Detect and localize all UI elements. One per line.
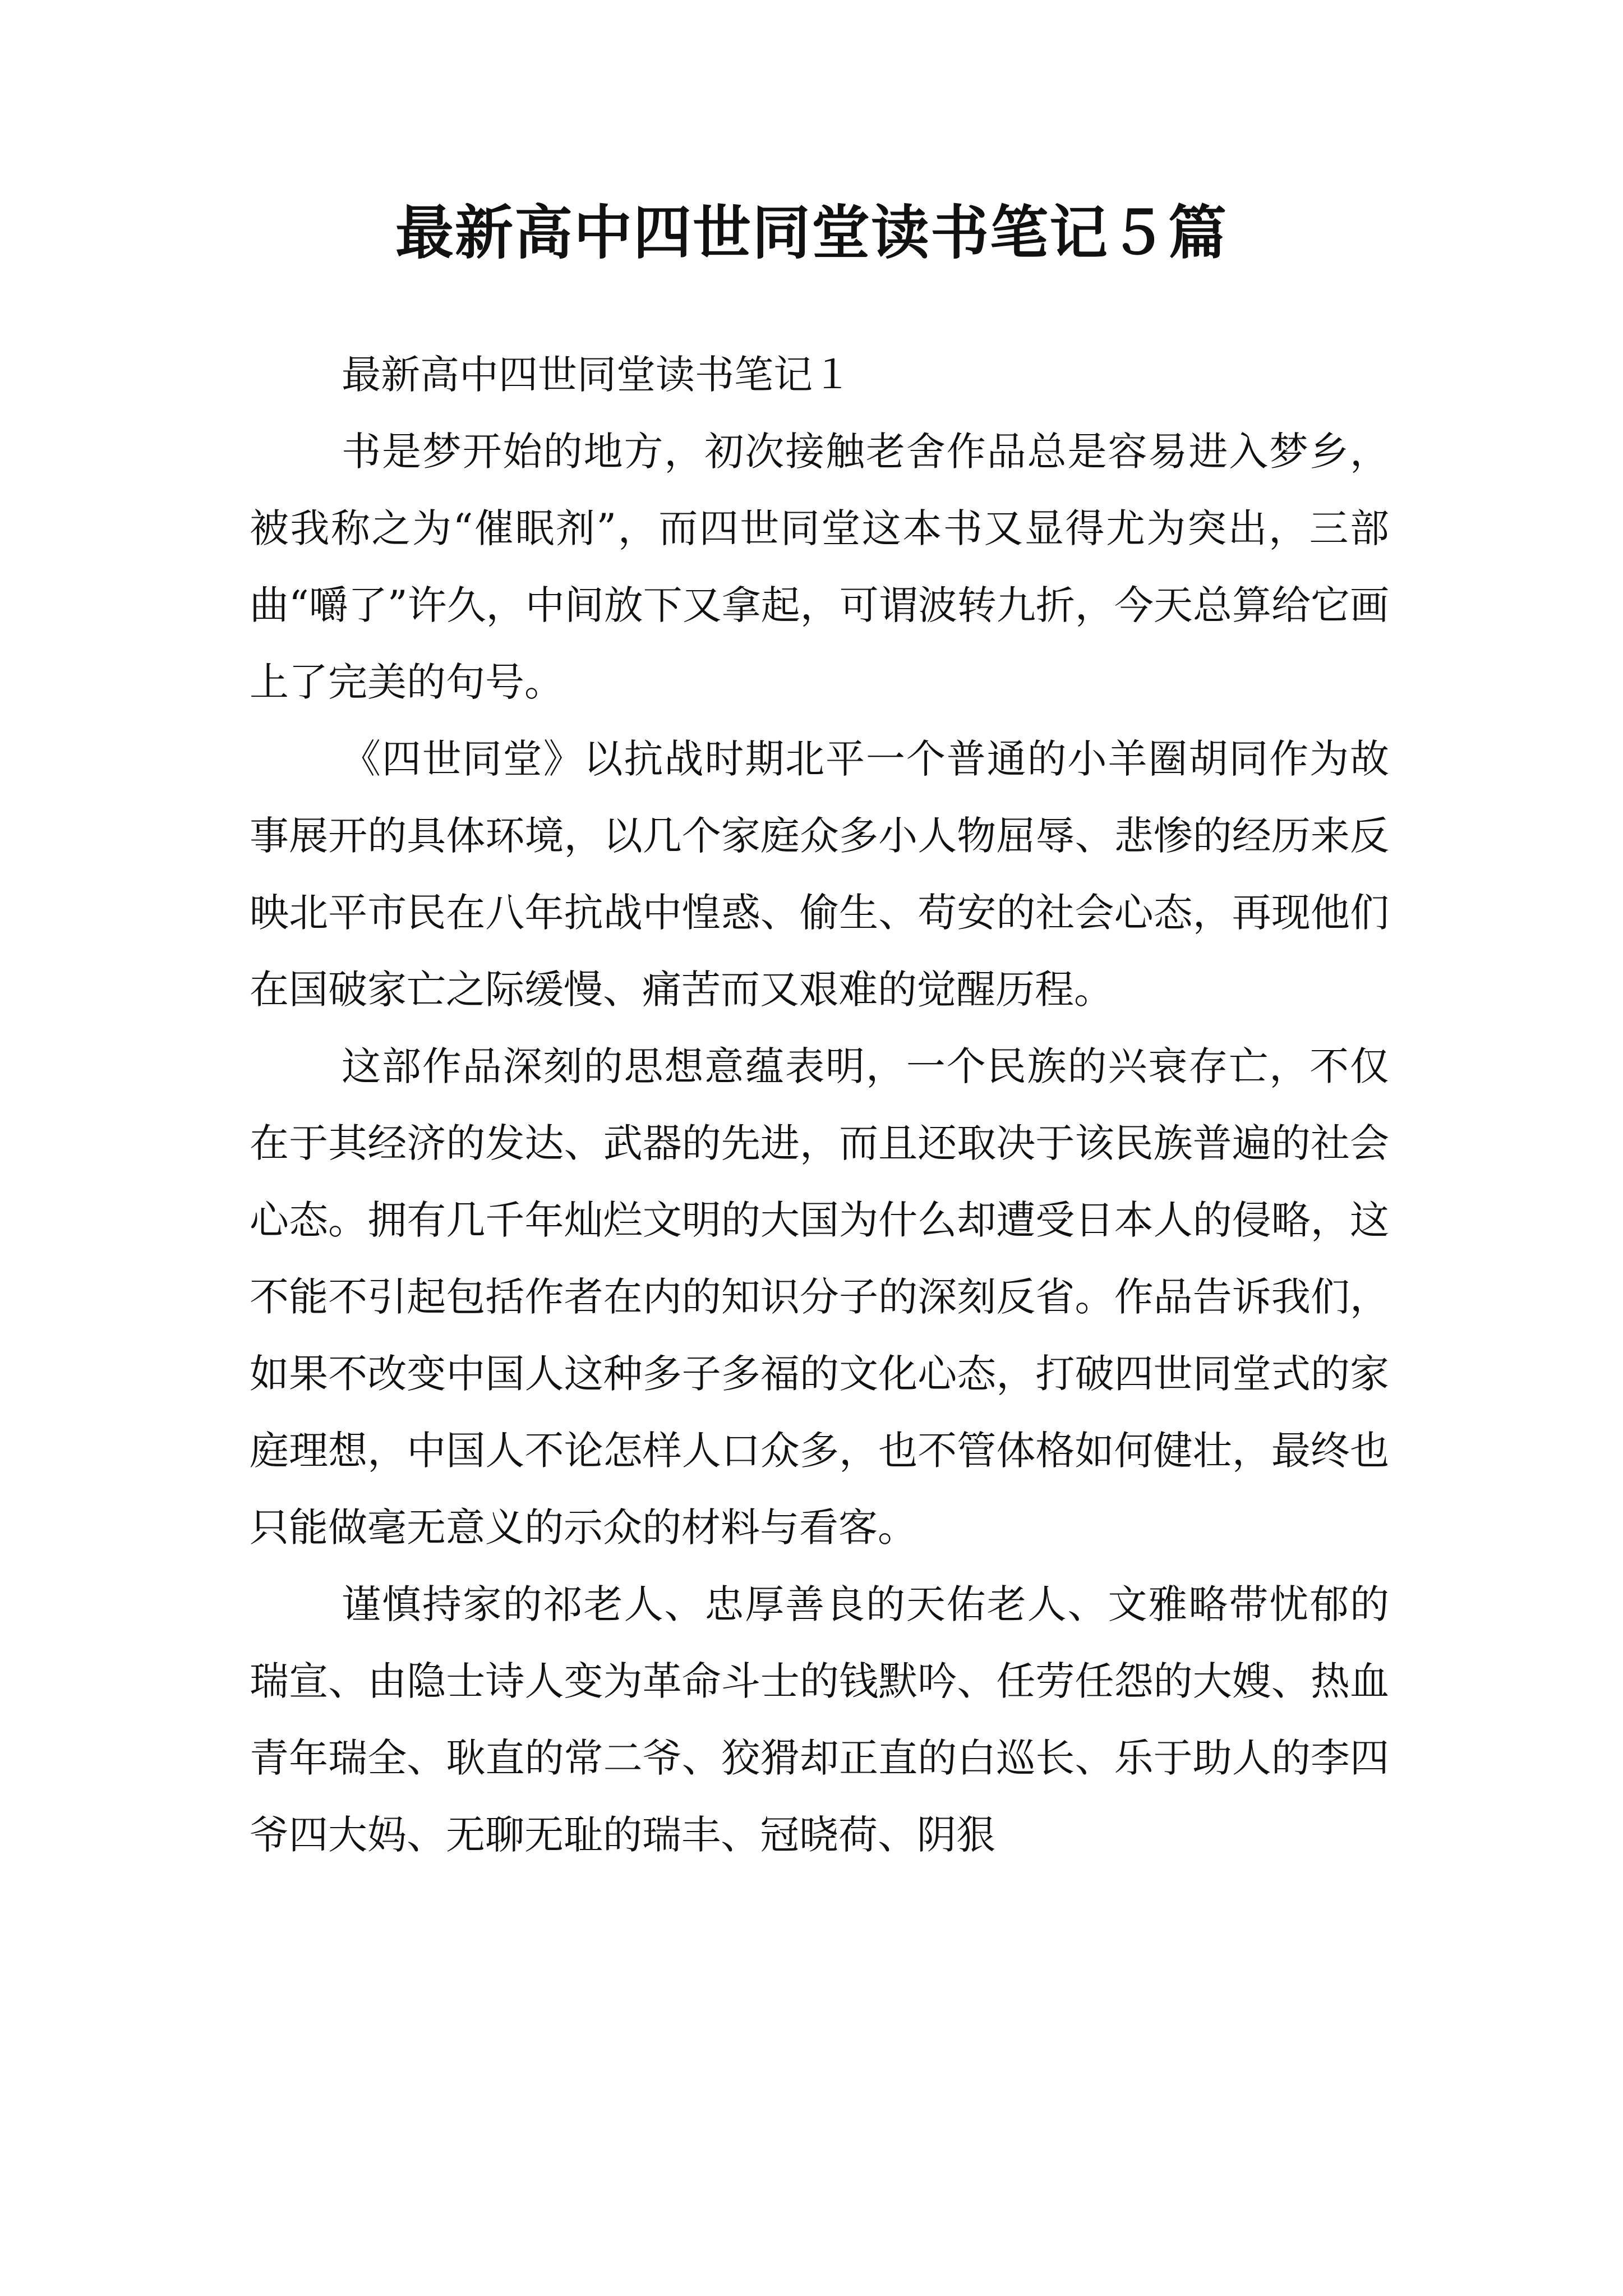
document-title: 最新高中四世同堂读书笔记５篇 (395, 199, 1228, 267)
document-body (250, 337, 1389, 1874)
section-heading: 最新高中四世同堂读书笔记１ (342, 352, 852, 398)
paragraph: 书是梦开始的地方，初次接触老舍作品总是容易进入梦乡，被我称之为“催眠剂”，而四世同堂这本书又显得尤为突出，三部曲“嚼了”许久，中间放下又拿起，可谓波转九折，今天总算给它画上了完美的句号。 (250, 429, 1389, 705)
paragraph: 这部作品深刻的思想意蕴表明，一个民族的兴衰存亡，不仅在于其经济的发达、武器的先进，而且还取决于该民族普遍的社会心态。拥有几千年灿烂文明的大国为什么却遭受日本人的侵略，这不能不引起包括作者在内的知识分子的深刻反省。作品告诉我们，如果不改变中国人这种多子多福的文化心态，打破四世同堂式的家庭理想，中国人不论怎样人口众多，也不管体格如何健壮，最终也只能做毫无意义的示众的材料与看客。 (250, 1043, 1389, 1550)
paragraph: 《四世同堂》以抗战时期北平一个普通的小羊圈胡同作为故事展开的具体环境，以几个家庭众多小人物屈辱、悲惨的经历来反映北平市民在八年抗战中惶惑、偷生、苟安的社会心态，再现他们在国破家亡之际缓慢、痛苦而又艰难的觉醒历程。 (250, 736, 1389, 1013)
paragraph: 谨慎持家的祁老人、忠厚善良的天佑老人、文雅略带忧郁的瑞宣、由隐士诗人变为革命斗士的钱默吟、任劳任怨的大嫂、热血青年瑞全、耿直的常二爷、狡猾却正直的白巡长、乐于助人的李四爷四大妈、无聊无耻的瑞丰、冠晓荷、阴狠 (250, 1581, 1389, 1858)
